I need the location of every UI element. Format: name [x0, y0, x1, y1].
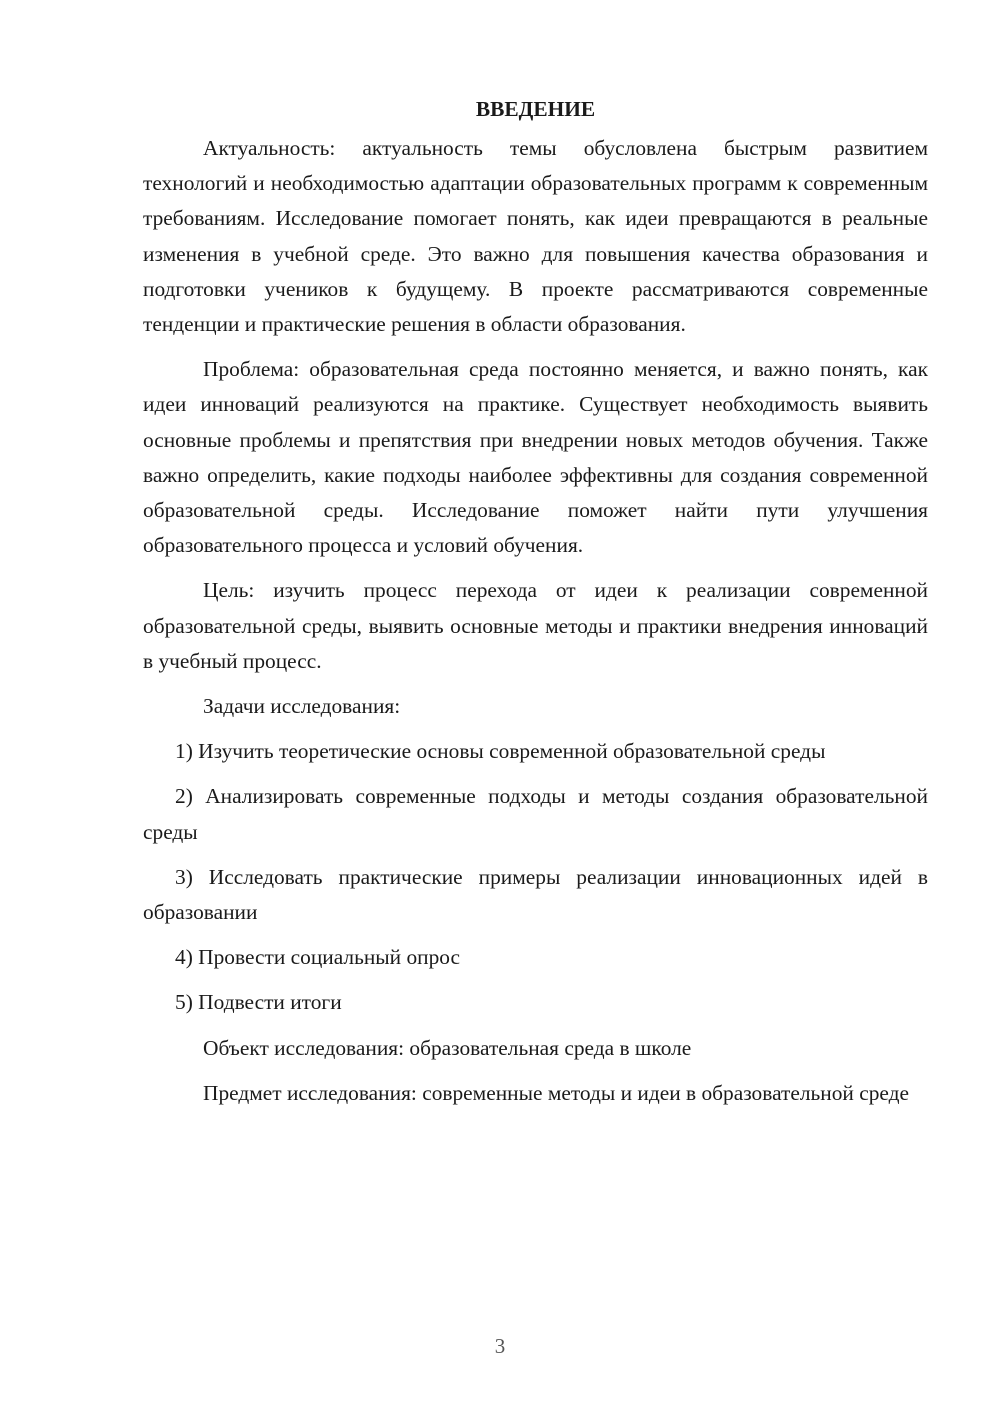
task-item-1: 1) Изучить теоретические основы современной образовательной среды: [175, 739, 826, 764]
document-heading: ВВЕДЕНИЕ: [475, 97, 596, 121]
task-item-5: 5) Подвести итоги: [175, 990, 342, 1015]
page-number: 3: [494, 1334, 506, 1358]
task-item-2: 2) Анализировать современные подходы и методы создания образовательной среды: [143, 784, 928, 844]
task-item-3: 3) Исследовать практические примеры реализации инновационных идей в образовании: [143, 864, 928, 925]
document-page: [143, 92, 928, 1121]
paragraph-relevance: Актуальность: актуальность темы обусловлена быстрым развитием технологий и необходимостью адаптации образовательных программ к современным требованиям. Исследование помогает понять, как идеи превращаются в реальные изменения в учебной среде. Это важно для повышения качества образования и подготовки учеников к будущему. В проекте рассматриваются современные тенденции и практические решения в области образования.: [143, 136, 928, 337]
paragraph-goal: Цель: изучить процесс перехода от идеи к реализации современной образовательной среды, выявить основные методы и практики внедрения инноваций в учебный процесс.: [143, 578, 928, 673]
paragraph-object: Объект исследования: образовательная среда в школе: [203, 1035, 692, 1060]
paragraph-tasks-heading: Задачи исследования:: [203, 694, 401, 719]
paragraph-problem: Проблема: образовательная среда постоянно меняется, и важно понять, как идеи инноваций реализуются на практике. Существует необходимость выявить основные проблемы и препятствия при внедрении новых методов обучения. Также важно определить, какие подходы наиболее эффективны для создания современной образовательной среды. Исследование поможет найти пути улучшения образовательного процесса и условий обучения.: [143, 357, 928, 558]
task-item-4: 4) Провести социальный опрос: [175, 945, 461, 970]
paragraph-subject: Предмет исследования: современные методы и идеи в образовательной среде: [203, 1080, 909, 1105]
